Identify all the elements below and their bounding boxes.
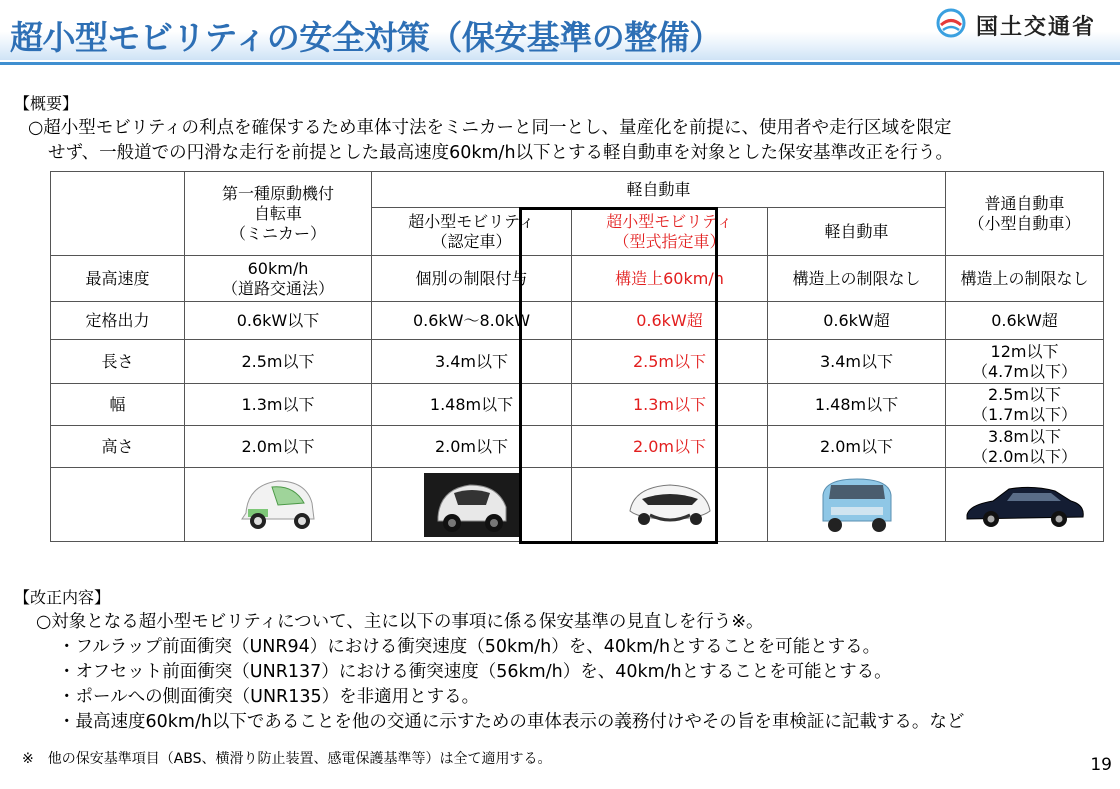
approved-micro-mobility-photo: [424, 473, 520, 537]
logo-text: 国土交通省: [976, 15, 1097, 40]
table-cell: 2.0m以下: [572, 426, 768, 468]
table-cell: 0.6kW超: [946, 302, 1104, 340]
sedan-photo: [963, 477, 1087, 533]
table-cell: 1.3m以下: [572, 384, 768, 426]
column-header-kei-car: 軽自動車: [768, 208, 946, 256]
table-row-height: [51, 426, 1104, 468]
table-row-images: [51, 468, 1104, 542]
table-row-width: [51, 384, 1104, 426]
table-row-length: [51, 340, 1104, 384]
image-cell: [572, 468, 768, 542]
footnote: ※ 他の保安基準項目（ABS、横滑り防止装置、感電保護基準等）は全て適用する。: [22, 751, 552, 767]
revision-bullet-1: ・フルラップ前面衝突（UNR94）における衝突速度（50km/h）を、40km/hとすることを可能とする。: [58, 637, 881, 657]
table-cell: 1.48m以下: [372, 384, 572, 426]
kei-car-photo: [811, 473, 903, 537]
table-cell: 60km/h （道路交通法）: [185, 256, 372, 302]
image-cell: [372, 468, 572, 542]
table-cell: 3.4m以下: [372, 340, 572, 384]
row-label: 長さ: [51, 340, 185, 384]
table-cell: 個別の制限付与: [372, 256, 572, 302]
empty-cell: [51, 468, 185, 542]
revision-label: 【改正内容】: [14, 588, 111, 607]
overview-line-2: せず、一般道での円滑な走行を前提とした最高速度60km/h以下とする軽自動車を対象とした保安基準改正を行う。: [48, 143, 954, 163]
table-cell: 構造上の制限なし: [768, 256, 946, 302]
slide-header: [0, 0, 1120, 66]
table-cell: 構造上60km/h: [572, 256, 768, 302]
title-rule: [0, 62, 1120, 65]
image-cell: [185, 468, 372, 542]
row-label: 最高速度: [51, 256, 185, 302]
column-header-type-designated-micro: 超小型モビリティ （型式指定車）: [572, 208, 768, 256]
table-cell: 0.6kW以下: [185, 302, 372, 340]
slide-title: 超小型モビリティの安全対策（保安基準の整備）: [10, 18, 722, 57]
table-cell: 構造上の制限なし: [946, 256, 1104, 302]
revision-intro: ○対象となる超小型モビリティについて、主に以下の事項に係る保安基準の見直しを行う※。: [36, 612, 764, 632]
row-label: 定格出力: [51, 302, 185, 340]
table-cell: 1.3m以下: [185, 384, 372, 426]
table-row-max-speed: [51, 256, 1104, 302]
type-designated-micro-mobility-photo: [620, 473, 720, 537]
table-cell: 2.0m以下: [768, 426, 946, 468]
table-cell: 2.0m以下: [372, 426, 572, 468]
column-header-approved-micro: 超小型モビリティ （認定車）: [372, 208, 572, 256]
overview-label: 【概要】: [14, 94, 79, 113]
table-cell: 0.6kW超: [768, 302, 946, 340]
minicar-photo: [228, 473, 328, 537]
corner-cell: [51, 172, 185, 256]
overview-line-1: ○超小型モビリティの利点を確保するため車体寸法をミニカーと同一とし、量産化を前提に、使用者や走行区域を限定: [28, 118, 952, 138]
mlit-logo-icon: [936, 8, 966, 38]
table-cell: 0.6kW〜8.0kW: [372, 302, 572, 340]
table-cell: 2.5m以下: [572, 340, 768, 384]
image-cell: [768, 468, 946, 542]
row-label: 高さ: [51, 426, 185, 468]
table-cell: 2.5m以下 （1.7m以下）: [946, 384, 1104, 426]
table-cell: 2.0m以下: [185, 426, 372, 468]
table-cell: 3.8m以下 （2.0m以下）: [946, 426, 1104, 468]
table-cell: 0.6kW超: [572, 302, 768, 340]
row-label: 幅: [51, 384, 185, 426]
spec-comparison-table: [50, 171, 1104, 542]
revision-bullet-2: ・オフセット前面衝突（UNR137）における衝突速度（56km/h）を、40km/hとすることを可能とする。: [58, 662, 892, 682]
table-cell: 1.48m以下: [768, 384, 946, 426]
column-header-minicar: 第一種原動機付 自転車 （ミニカー）: [185, 172, 372, 256]
column-header-standard-car: 普通自動車 （小型自動車）: [946, 172, 1104, 256]
image-cell: [946, 468, 1104, 542]
page-number: 19: [1090, 755, 1112, 775]
mlit-logo: [936, 8, 1118, 40]
table-row-rated-output: [51, 302, 1104, 340]
revision-bullet-4: ・最高速度60km/h以下であることを他の交通に示すための車体表示の義務付けやその旨を車検証に記載する。など: [58, 712, 965, 732]
table-cell: 3.4m以下: [768, 340, 946, 384]
table-cell: 2.5m以下: [185, 340, 372, 384]
group-header-kei: 軽自動車: [372, 172, 946, 208]
revision-bullet-3: ・ポールへの側面衝突（UNR135）を非適用とする。: [58, 687, 480, 707]
table-cell: 12m以下 （4.7m以下）: [946, 340, 1104, 384]
